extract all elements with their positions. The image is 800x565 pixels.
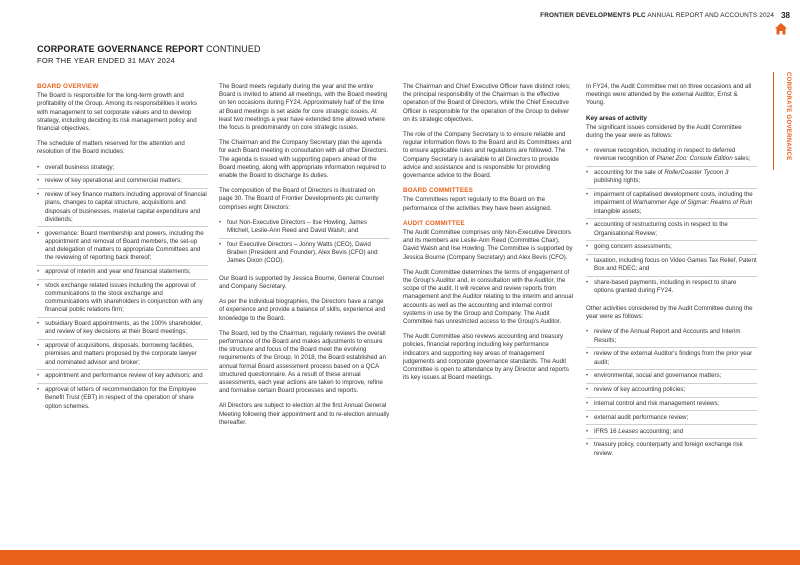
list-item: • approval of acquisitions, disposals, borrowing facilities, premises and matters proposed by the corporate lawyer and nominated advisor and broker; [37, 342, 208, 370]
side-tab[interactable]: CORPORATE GOVERNANCE [785, 72, 791, 161]
paragraph: As per the individual biographies, the Directors have a range of experience and provide a balance of skills, experience and knowledge to the Board. [219, 298, 386, 322]
side-tab-divider [773, 72, 774, 170]
paragraph: In FY24, the Audit Committee met on three occasions and all meetings were attended by the external Auditor, Ernst & Young. [586, 83, 752, 107]
subheading-key-areas: Key areas of activity [586, 114, 647, 122]
paragraph: The composition of the Board of Directors is illustrated on page 30. The Board of Frontier Developments plc currently comprises eight Directors: [219, 187, 379, 211]
column-2 [219, 83, 390, 434]
list-item: • accounting for the sale of RollerCoaster Tycoon 3 publishing rights; [586, 169, 757, 189]
other-activities-list [586, 328, 757, 460]
home-icon[interactable] [774, 22, 788, 36]
list-item: • impairment of capitalised development costs, including the impairment of Warhammer Age of Sigmar: Realms of Ruin intangible assets; [586, 191, 757, 219]
list-item: • environmental, social and governance matters; [586, 372, 757, 384]
list-item: • external audit performance review; [586, 414, 757, 426]
list-item: • review of key operational and commercial matters; [37, 177, 208, 189]
list-item: • approval of letters of recommendation for the Employee Benefit Trust (EBT) in respect of the operation of share option schemes. [37, 386, 208, 413]
list-item: • review of the external Auditor's findings from the prior year audit; [586, 350, 757, 370]
list-item: • treasury policy, counterparty and foreign exchange risk review. [586, 441, 757, 460]
paragraph: Our Board is supported by Jessica Bourne, General Counsel and Company Secretary. [219, 274, 384, 290]
paragraph: The Committees report regularly to the Board on the performance of the activities they have been assigned. [403, 196, 552, 212]
paragraph: The Audit Committee comprises only Non-Executive Directors and its members are Leslie-Ann Reed (Committee Chair), David Walsh and Ilse Howling. The Committee is supported by Jessica Bourne (Company Secretary) and Alex Bevis (CFO). [403, 229, 573, 261]
list-item: • approval of interim and year end financial statements; [37, 268, 208, 280]
header-text [540, 12, 774, 19]
title-continued: CONTINUED [206, 44, 261, 54]
list-item: • overall business strategy; [37, 164, 208, 176]
page-title [37, 44, 261, 54]
paragraph: The role of the Company Secretary is to ensure reliable and regular information flows to the Board and its Committees and to ensure applicable rules and regulations are followed. The Company Secretary is available to all Directors to provide advice and assistance and is responsible for providing governance advice to the Board. [403, 131, 572, 180]
page-header [0, 0, 800, 46]
list-item: • taxation, including focus on Video Games Tax Relief, Patent Box and RDEC; and [586, 257, 757, 277]
paragraph: The schedule of matters reserved for the attention and resolution of the Board includes: [37, 140, 185, 156]
section-heading-audit-committee: AUDIT COMMITTEE [403, 219, 465, 227]
paragraph: The Audit Committee also reviews accounting and treasury policies, financial reporting including key performance indicators and supporting key areas of management judgements and corporate governance standards. The Audit Committee is open to attendance by any Director and reports its key issues at Board meetings. [403, 333, 569, 382]
list-item: • review of key accounting policies; [586, 386, 757, 398]
paragraph: The significant issues considered by the Audit Committee during the year were as follows: [586, 123, 742, 140]
list-item: • subsidiary Board appointments, as the 100% shareholder, and review of key decisions at their Board meetings; [37, 320, 208, 340]
footer-bar [0, 550, 800, 565]
page-subtitle: FOR THE YEAR ENDED 31 MAY 2024 [37, 56, 175, 65]
list-item: • going concern assessments; [586, 243, 757, 255]
paragraph: The Chairman and the Company Secretary plan the agenda for each Board meeting in consultation with all other Directors. The agenda is issued with supporting papers ahead of the Board meeting, along with appropriate information required to enable the Board to discharge its duties. [219, 139, 388, 180]
list-item: • revenue recognition, including in respect to deferred revenue recognition of Planet Zoo: Console Edition sales; [586, 147, 757, 167]
significant-issues-list [586, 147, 757, 298]
paragraph: The Chairman and Chief Executive Officer have distinct roles; the principal responsibility of the Chairman is the effective operation of the Board of Directors, while the Chief Executive Officer is responsible for the operation of the Group to deliver on its strategic objectives. [403, 83, 571, 123]
list-item: • review of the Annual Report and Accounts and Interim Results; [586, 328, 757, 348]
list-item: • appointment and performance review of key advisors; and [37, 372, 208, 384]
list-item: • IFRS 16 Leases accounting; and [586, 428, 757, 440]
page-number: 38 [781, 10, 790, 20]
column-3 [403, 83, 574, 390]
list-item: • stock exchange related issues including the approval of communications to the stock exchange and communications with shareholders in conjunction with any financial public relations firm; [37, 282, 208, 318]
column-4 [586, 83, 757, 467]
column-1 [37, 83, 208, 420]
list-item: • four Executive Directors – Jonny Watts (CEO), David Braben (President and Founder), Alex Bevis (CFO) and James Dixon (COO). [219, 241, 390, 268]
list-item: • accounting of restructuring costs in respect to the Organisational Review; [586, 221, 757, 241]
paragraph: The Board is responsible for the long-term growth and profitability of the Group. Among its responsibilities it works with management to set corporate values and to develop strategy, including deciding its risk management policy and financial objectives. [37, 92, 198, 133]
title-block [37, 44, 261, 65]
title-main: CORPORATE GOVERNANCE REPORT [37, 44, 204, 54]
reserved-matters-list [37, 164, 208, 414]
paragraph: The Board meets regularly during the year and the entire Board is invited to attend all meetings, with the Board meeting on ten occasions during FY24. Approximately half of the time at Board meetings is set aside for core strategic issues. At least two meetings a year have extended time allowed where the focus is predominantly on core strategic issues. [219, 83, 388, 132]
company-name: FRONTIER DEVELOPMENTS PLC [540, 11, 646, 19]
list-item: • four Non-Executive Directors – Ilse Howling, James Mitchell, Leslie-Ann Reed and David Walsh; and [219, 219, 390, 239]
list-item: • governance: Board membership and powers, including the appointment and removal of Board members, the set-up and delegation of matters to appropriate Committees and the reviewing of reporting back thereof; [37, 230, 208, 266]
directors-list [219, 219, 390, 268]
paragraph: The Board, led by the Chairman, regularly reviews the overall performance of the Board and makes adjustments to ensure the structure and focus of the Board meet the evolving requirements of the Group. In 2018, the Board established an annual formal Board assessment process based on a QCA structured questionnaire. As a result of these annual assessments, each year actions are taken to improve, refine and formalise certain Board processes and reports. [219, 329, 386, 395]
paragraph: The Audit Committee determines the terms of engagement of the Group's Auditor and, in consultation with the Auditor, the scope of the audit. It will receive and review reports from management and the Auditor relating to the interim and annual accounts as well as the accounting and internal control systems in use by the Group and Company. The Audit Committee has unrestricted access to the Group's Auditor. [403, 268, 574, 326]
paragraph: All Directors are subject to election at the first Annual General Meeting following their appointment and to re-election annually thereafter. [219, 402, 390, 426]
list-item: • internal control and risk management reviews; [586, 400, 757, 412]
paragraph: Other activities considered by the Audit Committee during the year were as follows: [586, 304, 753, 321]
list-item: • share-based payments, including in respect to share options granted during FY24. [586, 279, 757, 298]
list-item: • review of key finance matters including approval of financial plans, changes to capital structure, acquisitions and disposals of businesses, material capital expenditure and dividends; [37, 191, 208, 227]
report-name: ANNUAL REPORT AND ACCOUNTS 2024 [647, 11, 775, 19]
section-heading-board-overview: BOARD OVERVIEW [37, 83, 99, 90]
section-heading-board-committees: BOARD COMMITTEES [403, 187, 474, 195]
